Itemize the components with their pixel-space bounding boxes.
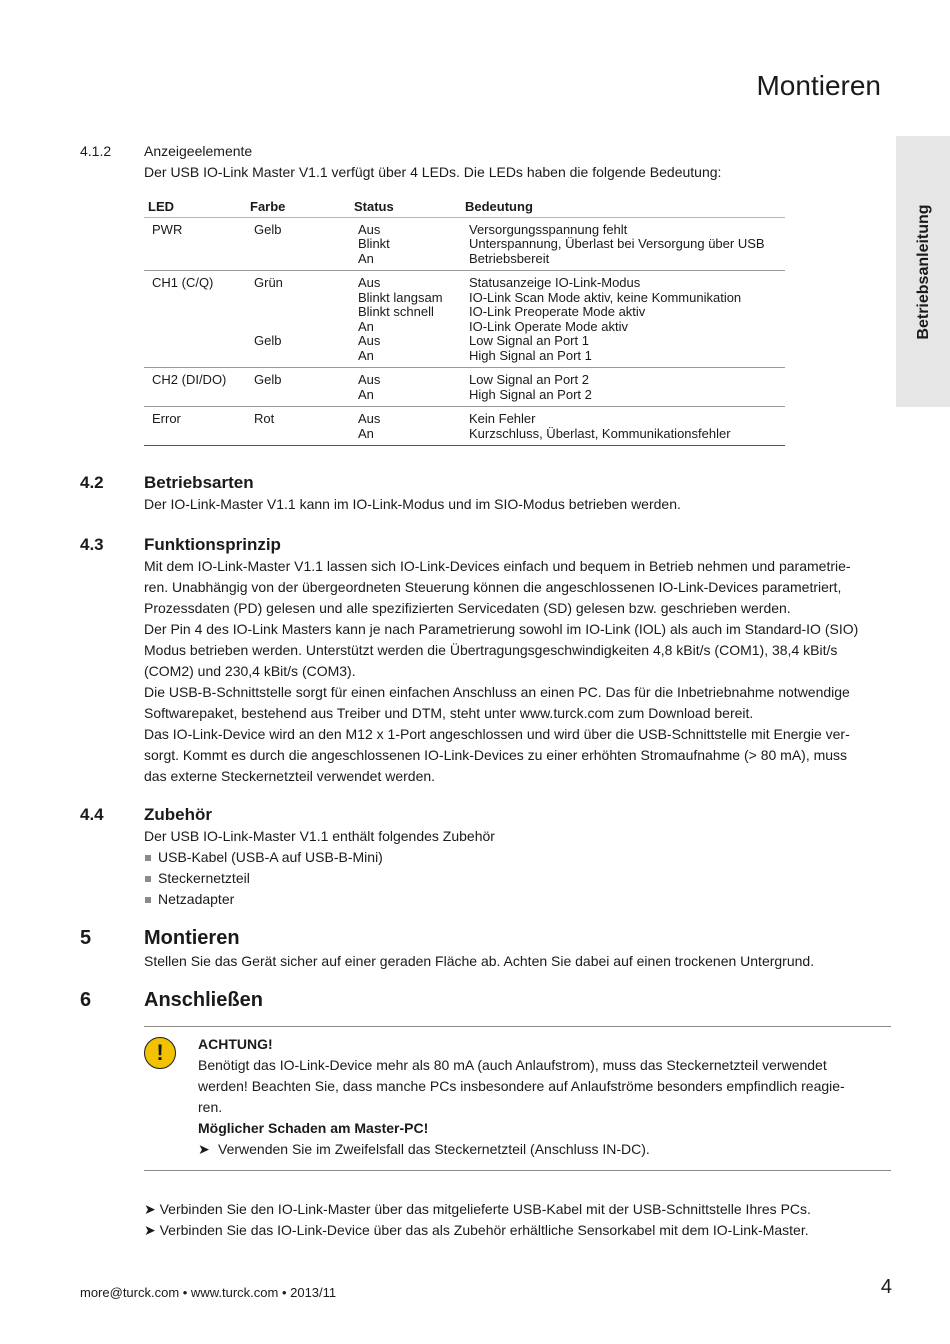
led-table-cell-bedeutung (461, 407, 785, 446)
led-table-cell-farbe (246, 271, 350, 368)
led-table-cell-farbe (246, 407, 350, 446)
cell-line (254, 427, 346, 442)
cell-line: Kein Fehler (469, 411, 536, 426)
list-item-label: Steckernetzteil (158, 870, 250, 886)
cell-line: IO-Link Preoperate Mode aktiv (469, 304, 646, 319)
instruction-step: ➤ Verbinden Sie das IO-Link-Device über das als Zubehör erhältliche Sensorkabel mit dem IO-Link-Master. (144, 1222, 809, 1238)
led-table (144, 197, 785, 446)
cell-line: IO-Link Operate Mode aktiv (469, 318, 628, 334)
arrow-icon: ➤ (198, 1141, 210, 1157)
led-table-cell-bedeutung (461, 368, 785, 407)
side-tab (896, 136, 950, 407)
list-item (144, 847, 383, 868)
square-bullet-icon (145, 897, 151, 903)
led-table-cell-farbe (246, 368, 350, 407)
cell-line: PWR (152, 221, 183, 237)
cell-line (254, 237, 346, 252)
section-4-3-line: (COM2) und 230,4 kBit/s (COM3). (144, 663, 356, 679)
cell-line: An (358, 347, 374, 363)
section-4-1-2-number: 4.1.2 (80, 143, 112, 159)
cell-line (152, 291, 242, 306)
led-table-cell-bedeutung (461, 217, 785, 271)
cell-line: An (358, 318, 374, 334)
section-4-3-line: Modus betrieben werden. Unterstützt werden die Übertragungsgeschwindigkeiten 4,8 kBit/s (COM1), 38,4 kBit/s (144, 642, 838, 658)
led-table-cell-status (350, 407, 461, 446)
cell-line: Unterspannung, Überlast bei Versorgung über USB (469, 236, 765, 251)
list-item (144, 868, 383, 889)
warning-consequence: Möglicher Schaden am Master-PC! (198, 1120, 429, 1136)
cell-line: Aus (358, 275, 381, 290)
led-table-header-bedeutung: Bedeutung (461, 197, 785, 217)
cell-line: CH2 (DI/DO) (152, 372, 227, 387)
section-4-4-number: 4.4 (80, 805, 104, 824)
led-table-header-status: Status (350, 197, 461, 217)
cell-line: Blinkt langsam (358, 289, 443, 305)
section-4-1-2-title: Anzeigeelemente (144, 143, 253, 159)
cell-line: Aus (358, 411, 381, 426)
cell-line: Gelb (254, 372, 282, 387)
warning-heading: ACHTUNG! (198, 1036, 273, 1052)
accessory-list (144, 847, 383, 910)
warning-box (198, 1034, 888, 1160)
warning-action (198, 1139, 888, 1160)
cell-line: Low Signal an Port 1 (469, 333, 589, 348)
section-4-4-title: Zubehör (144, 805, 212, 824)
section-5-text: Stellen Sie das Gerät sicher auf einer geraden Fläche ab. Achten Sie dabei auf einen trockenen Untergrund. (144, 953, 815, 969)
section-4-2-title: Betriebsarten (144, 473, 254, 492)
cell-line: Grün (254, 275, 283, 290)
table-row (144, 407, 785, 446)
led-table-cell-bedeutung (461, 271, 785, 368)
led-table-cell-status (350, 271, 461, 368)
cell-line (152, 252, 242, 267)
led-table-header-farbe: Farbe (246, 197, 350, 217)
section-4-3-line: das externe Steckernetzteil verwendet werden. (144, 768, 436, 784)
section-6-number: 6 (80, 989, 92, 1011)
section-5-title: Montieren (144, 927, 240, 949)
cell-line (254, 349, 346, 364)
cell-line (152, 237, 242, 252)
warning-exclamation-icon: ! (144, 1037, 176, 1069)
cell-line: Versorgungsspannung fehlt (469, 221, 628, 237)
warning-line: ren. (198, 1099, 223, 1115)
section-4-3-line: sorgt. Kommt es durch die angeschlossenen IO-Link-Devices zu einer erhöhten Stromaufnahme (> 80 mA), muss (144, 747, 848, 763)
cell-line: An (358, 425, 374, 441)
warning-top-rule (144, 1026, 891, 1027)
cell-line (254, 320, 346, 335)
led-table-cell-led (144, 407, 246, 446)
cell-line (152, 320, 242, 335)
led-table-cell-farbe (246, 217, 350, 271)
led-table-header-led: LED (144, 197, 246, 217)
side-tab-label: Betriebsanleitung (915, 204, 932, 340)
page-number: 4 (880, 1276, 892, 1298)
cell-line: Aus (358, 333, 381, 348)
cell-line (152, 349, 242, 364)
cell-line (152, 388, 242, 403)
cell-line: Kurzschluss, Überlast, Kommunikationsfehler (469, 425, 731, 441)
section-4-3-line: Das IO-Link-Device wird an den M12 x 1-Port angeschlossen und wird über die USB-Schnittstelle mit Energie ver- (144, 726, 850, 742)
warning-line: werden! Beachten Sie, dass manche PCs insbesondere auf Anlaufströme besonders empfindlich reagie- (198, 1078, 845, 1094)
cell-line: Blinkt (358, 236, 390, 251)
instruction-step: ➤ Verbinden Sie den IO-Link-Master über das mitgelieferte USB-Kabel mit der USB-Schnittstelle Ihres PCs. (144, 1201, 811, 1217)
cell-line: Betriebsbereit (469, 250, 550, 266)
section-4-3-line: Der Pin 4 des IO-Link Masters kann je nach Parametrierung sowohl im IO-Link (IOL) als auch im Standard-IO (SIO) (144, 621, 859, 637)
led-table-cell-led (144, 271, 246, 368)
table-row (144, 271, 785, 368)
led-table-cell-status (350, 368, 461, 407)
section-4-3-line: Mit dem IO-Link-Master V1.1 lassen sich IO-Link-Devices einfach und bequem in Betrieb nehmen und parametrie- (144, 558, 851, 574)
warning-line: Benötigt das IO-Link-Device mehr als 80 mA (auch Anlaufstrom), muss das Steckernetzteil verwendet (198, 1057, 827, 1073)
square-bullet-icon (145, 855, 151, 861)
cell-line (152, 305, 242, 320)
section-4-2-number: 4.2 (80, 473, 104, 492)
cell-line: CH1 (C/Q) (152, 275, 214, 290)
section-4-4-intro: Der USB IO-Link-Master V1.1 enthält folgendes Zubehör (144, 828, 495, 844)
cell-line: Blinkt schnell (358, 304, 434, 319)
cell-line (254, 305, 346, 320)
table-row (144, 217, 785, 271)
table-row (144, 368, 785, 407)
cell-line: IO-Link Scan Mode aktiv, keine Kommunikation (469, 289, 742, 305)
section-4-2-text: Der IO-Link-Master V1.1 kann im IO-Link-Modus und im SIO-Modus betrieben werden. (144, 496, 681, 512)
cell-line: Rot (254, 411, 275, 426)
cell-line: An (358, 386, 374, 402)
cell-line (254, 388, 346, 403)
cell-line: An (358, 250, 374, 266)
led-table-cell-led (144, 217, 246, 271)
section-4-3-line: Prozessdaten (PD) gelesen und alle spezifizierten Servicedaten (SD) gelesen bzw. geschrieben werden. (144, 600, 791, 616)
cell-line (152, 334, 242, 349)
cell-line: Aus (358, 221, 381, 237)
cell-line: Aus (358, 372, 381, 387)
cell-line (254, 291, 346, 306)
warning-action-text: Verwenden Sie im Zweifelsfall das Steckernetzteil (Anschluss IN-DC). (218, 1141, 650, 1157)
section-4-3-text (144, 556, 892, 787)
led-table-cell-led (144, 368, 246, 407)
section-4-3-number: 4.3 (80, 535, 104, 554)
list-item-label: Netzadapter (158, 891, 235, 907)
section-4-3-line: Die USB-B-Schnittstelle sorgt für einen einfachen Anschluss an einen PC. Das für die Inbetriebnahme notwendige (144, 684, 850, 700)
led-table-header-row (144, 197, 785, 217)
section-4-3-line: ren. Unabhängig von der übergeordneten Steuerung können die angeschlossenen IO-Link-Devices parametriert, (144, 579, 842, 595)
cell-line: Low Signal an Port 2 (469, 372, 589, 387)
cell-line (152, 427, 242, 442)
warning-bottom-rule (144, 1170, 891, 1171)
cell-line: Error (152, 411, 181, 426)
led-table-cell-status (350, 217, 461, 271)
cell-line (254, 252, 346, 267)
instruction-steps (144, 1199, 811, 1241)
cell-line: Statusanzeige IO-Link-Modus (469, 275, 641, 290)
list-item-label: USB-Kabel (USB-A auf USB-B-Mini) (158, 849, 383, 865)
cell-line: High Signal an Port 1 (469, 347, 592, 363)
footer-contact: more@turck.com • www.turck.com • 2013/11 (80, 1285, 337, 1300)
list-item (144, 889, 383, 910)
section-5-number: 5 (80, 927, 92, 949)
cell-line: Gelb (254, 221, 282, 237)
section-6-title: Anschließen (144, 989, 263, 1011)
cell-line: Gelb (254, 333, 282, 348)
section-4-3-line: Softwarepaket, bestehend aus Treiber und DTM, steht unter www.turck.com zum Download bereit. (144, 705, 754, 721)
cell-line: High Signal an Port 2 (469, 386, 592, 402)
square-bullet-icon (145, 876, 151, 882)
section-4-1-2-intro: Der USB IO-Link Master V1.1 verfügt über 4 LEDs. Die LEDs haben die folgende Bedeutung: (144, 164, 722, 180)
section-4-3-title: Funktionsprinzip (144, 535, 281, 554)
page-header-title: Montieren (756, 70, 881, 101)
